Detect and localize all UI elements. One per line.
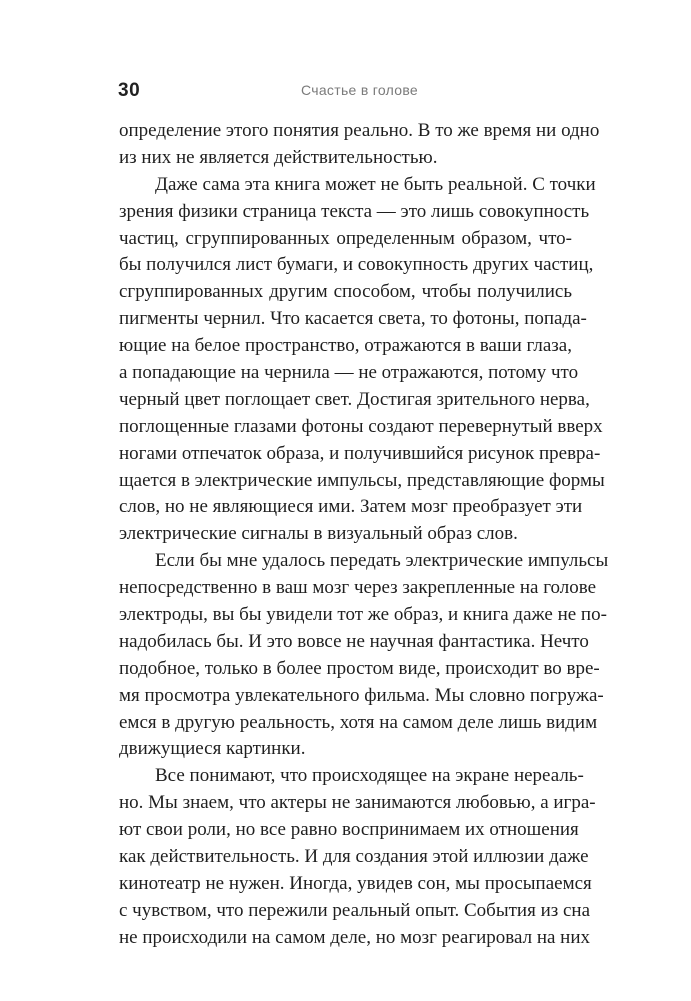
paragraph: [119, 763, 596, 951]
paragraph: [119, 548, 609, 763]
text-line: зрения физики страница текста — это лишь совокупность: [119, 200, 590, 222]
text-line: электрические сигналы в визуальный образ слов.: [119, 523, 518, 545]
text-line: не происходили на самом деле, но мозг реагировал на них: [119, 926, 591, 948]
text-line: с чувством, что пережили реальный опыт. События из сна: [119, 899, 591, 921]
page-number: 30: [118, 80, 141, 101]
text-line: пигменты чернил. Что касается света, то фотоны, попада-: [119, 308, 587, 330]
text-line: бы получился лист бумаги, и совокупность других частиц,: [119, 254, 594, 276]
text-line: черный цвет поглощает свет. Достигая зрительного нерва,: [119, 388, 590, 410]
running-title: Счастье в голове: [301, 82, 418, 98]
text-line: поглощенные глазами фотоны создают перевернутый вверх: [119, 415, 603, 437]
text-line: сгруппированных другим способом, чтобы получились: [119, 281, 572, 303]
text-line: непосредственно в ваш мозг через закрепленные на голове: [119, 577, 597, 599]
text-line: движущиеся картинки.: [119, 738, 306, 760]
text-line: надобилась бы. И это вовсе не научная фантастика. Нечто: [119, 630, 589, 652]
text-line: определение этого понятия реально. В то же время ни одно: [119, 120, 600, 141]
text-line: электроды, вы бы увидели тот же образ, и книга даже не по-: [119, 604, 607, 626]
text-line: Даже сама эта книга может не быть реальной. С точки: [155, 173, 596, 195]
text-line: мя просмотра увлекательного фильма. Мы словно погружа-: [119, 684, 604, 706]
text-line: как действительность. И для создания этой иллюзии даже: [119, 846, 589, 868]
text-line: подобное, только в более простом виде, происходит во вре-: [119, 657, 600, 679]
text-line: а попадающие на чернила — не отражаются, потому что: [119, 362, 579, 384]
text-line: Все понимают, что происходящее на экране нереаль-: [155, 765, 584, 787]
text-line: емся в другую реальность, хотя на самом деле лишь видим: [119, 711, 598, 733]
text-line: частиц, сгруппированных определенным образом, что-: [119, 227, 572, 249]
text-line: Если бы мне удалось передать электрические импульсы: [155, 550, 609, 572]
paragraph: [119, 172, 605, 548]
text-line: ногами отпечаток образа, и получившийся рисунок превра-: [119, 442, 601, 464]
text-line: из них не является действительностью.: [119, 146, 438, 168]
text-line: слов, но не являющиеся ими. Затем мозг преобразует эти: [119, 496, 583, 518]
paragraph: [119, 118, 600, 172]
text-line: ют свои роли, но все равно воспринимаем их отношения: [119, 819, 579, 841]
text-line: кинотеатр не нужен. Иногда, увидев сон, мы просыпаемся: [119, 872, 592, 894]
body-text: [119, 118, 609, 952]
text-line: но. Мы знаем, что актеры не занимаются любовью, а игра-: [119, 792, 596, 814]
text-line: ющие на белое пространство, отражаются в ваши глаза,: [119, 335, 572, 357]
text-line: щается в электрические импульсы, представляющие формы: [119, 469, 605, 491]
